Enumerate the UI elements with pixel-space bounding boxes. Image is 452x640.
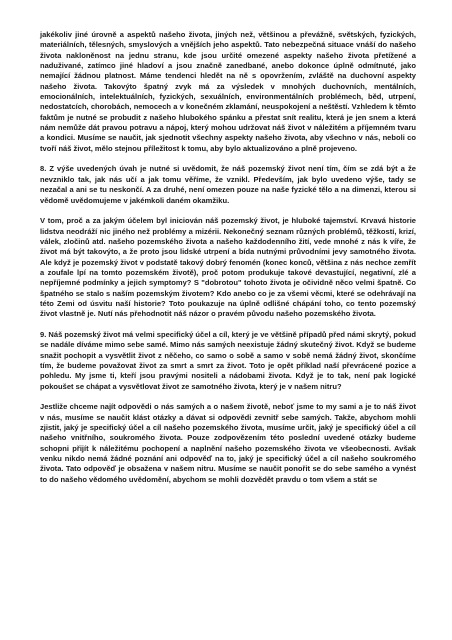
document-page: [40, 30, 416, 495]
paragraph-2: 8. Z výše uvedených úvah je nutné si uvědomit, že náš pozemský život není tím, čím se zdá být a že nevzniklo tak, jak nás učí a jak tomu věříme, že vznikl. Především, jak bylo uvedeno výše, tady se nezačal a ani se tu neskončí. A za druhé, není omezen pouze na naše fyzické tělo a na dimenzi, kterou si vědomě uvědomujeme v jakémkoli daném okamžiku.: [40, 164, 416, 205]
paragraph-1: jakékoliv jiné úrovně a aspektů našeho života, jiných než, většinou a převážně, světských, fyzických, materiálních, tělesných, smyslových a vnějších jeho aspektů. Tato nebezpečná situace vnáší do našeho života nakloněnost na jednu stranu, kde jsou určité omezené aspekty našeho života přetížené a naduživané, zatímco jiné hladoví a jsou značně zanedbané, anebo dokonce úplně odmítnuté, jako nemající žádnou platnost. Máme tendenci hledět na ně s opovržením, zvláště na duchovní aspekty našeho života. Takovýto špatný zvyk má za výsledek v mnohých duchovních, mentálních, emocionálních, intelektuálních, fyzických, sexuálních, environmentálních problémech, běd, utrpení, nedostatcích, chorobách, nemocech a v konečném zklamání, neuspokojení a neštěstí. Vzhledem k těmto faktům je nutné se probudit z našeho hlubokého spánku a přestat snít realitu, která je jen snem a která nám nemůže dát pravou potravu a nápoj, který mohou udržovat náš život v náležitém a příjemném tvaru a kondici. Musíme se naučit, jak sjednotit všechny aspekty našeho života, aby všechno v nás, neboli co tvoří náš život, mělo stejnou příležitost k tomu, aby bylo aktualizováno a plně projeveno.: [40, 30, 416, 153]
paragraph-5: Jestliže chceme najít odpovědi o nás samých a o našem životě, neboť jsme to my sami a je to náš život v nás, musíme se naučit klást otázky a dávat si odpovědi zevnitř sebe samých. Takže, abychom mohli zjistit, jaký je specifický účel a cíl našeho pozemského života, musíme určit, jaký je specifický účel a cíl našeho vnitřního, soukromého života. Pouze zodpovězením této poslední uvedené otázky budeme schopni přijít k náležitému pochopení a naplnění našeho pozemského života ve všeobecnosti. Avšak venku nikdo nemá žádné poznání ani odpověď na to, jaký je specifický účel a cíl našeho soukromého života. Tato odpověď je obsažena v našem nitru. Musíme se naučit ponořit se do sebe samého a vynést to do našeho vědomého uvědomění, abychom se mohli dozvědět pravdu o tom všem a stát se: [40, 402, 416, 484]
paragraph-4: 9. Náš pozemský život má velmi specifický účel a cíl, který je ve většině případů před námi skrytý, pokud se nadále díváme mimo sebe samé. Mimo nás samých neexistuje žádný skutečný život. Když se budeme snažit pochopit a vysvětlit život z něčeho, co samo o sobě a samo v sobě nemá žádný život, skončíme tím, že budeme považovat život za smrt a smrt za život. Toto je opět příklad naší převrácené pozice a pohledu. My jsme ti, kteří jsou pravými nositeli a nádobami života. Když je to tak, není pak logické pokoušet se chápat a vysvětlovat život ze samotného života, který je v našem nitru?: [40, 329, 416, 391]
paragraph-3: V tom, proč a za jakým účelem byl iniciován náš pozemský život, je hluboké tajemství. Krvavá historie lidstva neodráží nic jiného než problémy a mizérii. Nekonečný seznam různých problémů, těžkostí, krizí, válek, zločinů atd. našeho pozemského života a našeho každodenního žití, vede mnohé z nás k víře, že život má být takovýto, a že proto jsou lidské utrpení a bída nutnými průvodními jevy samotného života. Ale když je pozemský život v podstatě takový dobrý fenomén (konec konců, většina z nás nechce zemřít a zoufale lpí na tomto pozemském životě), proč potom produkuje takové devastující, negativní, zlé a nepříjemné podmínky a jejich symptomy? S "dobrotou" tohoto života je očividně něco velmi špatně. Co špatného se stalo s naším pozemským životem? Kdo anebo co je za všemi věcmi, které se odehrávají na této Zemi od úsvitu naší historie? Toto poukazuje na úplně odlišné chápání toho, co tento pozemský život vlastně je. Nutí nás přehodnotit náš názor o pravém původu našeho pozemského života.: [40, 216, 416, 319]
